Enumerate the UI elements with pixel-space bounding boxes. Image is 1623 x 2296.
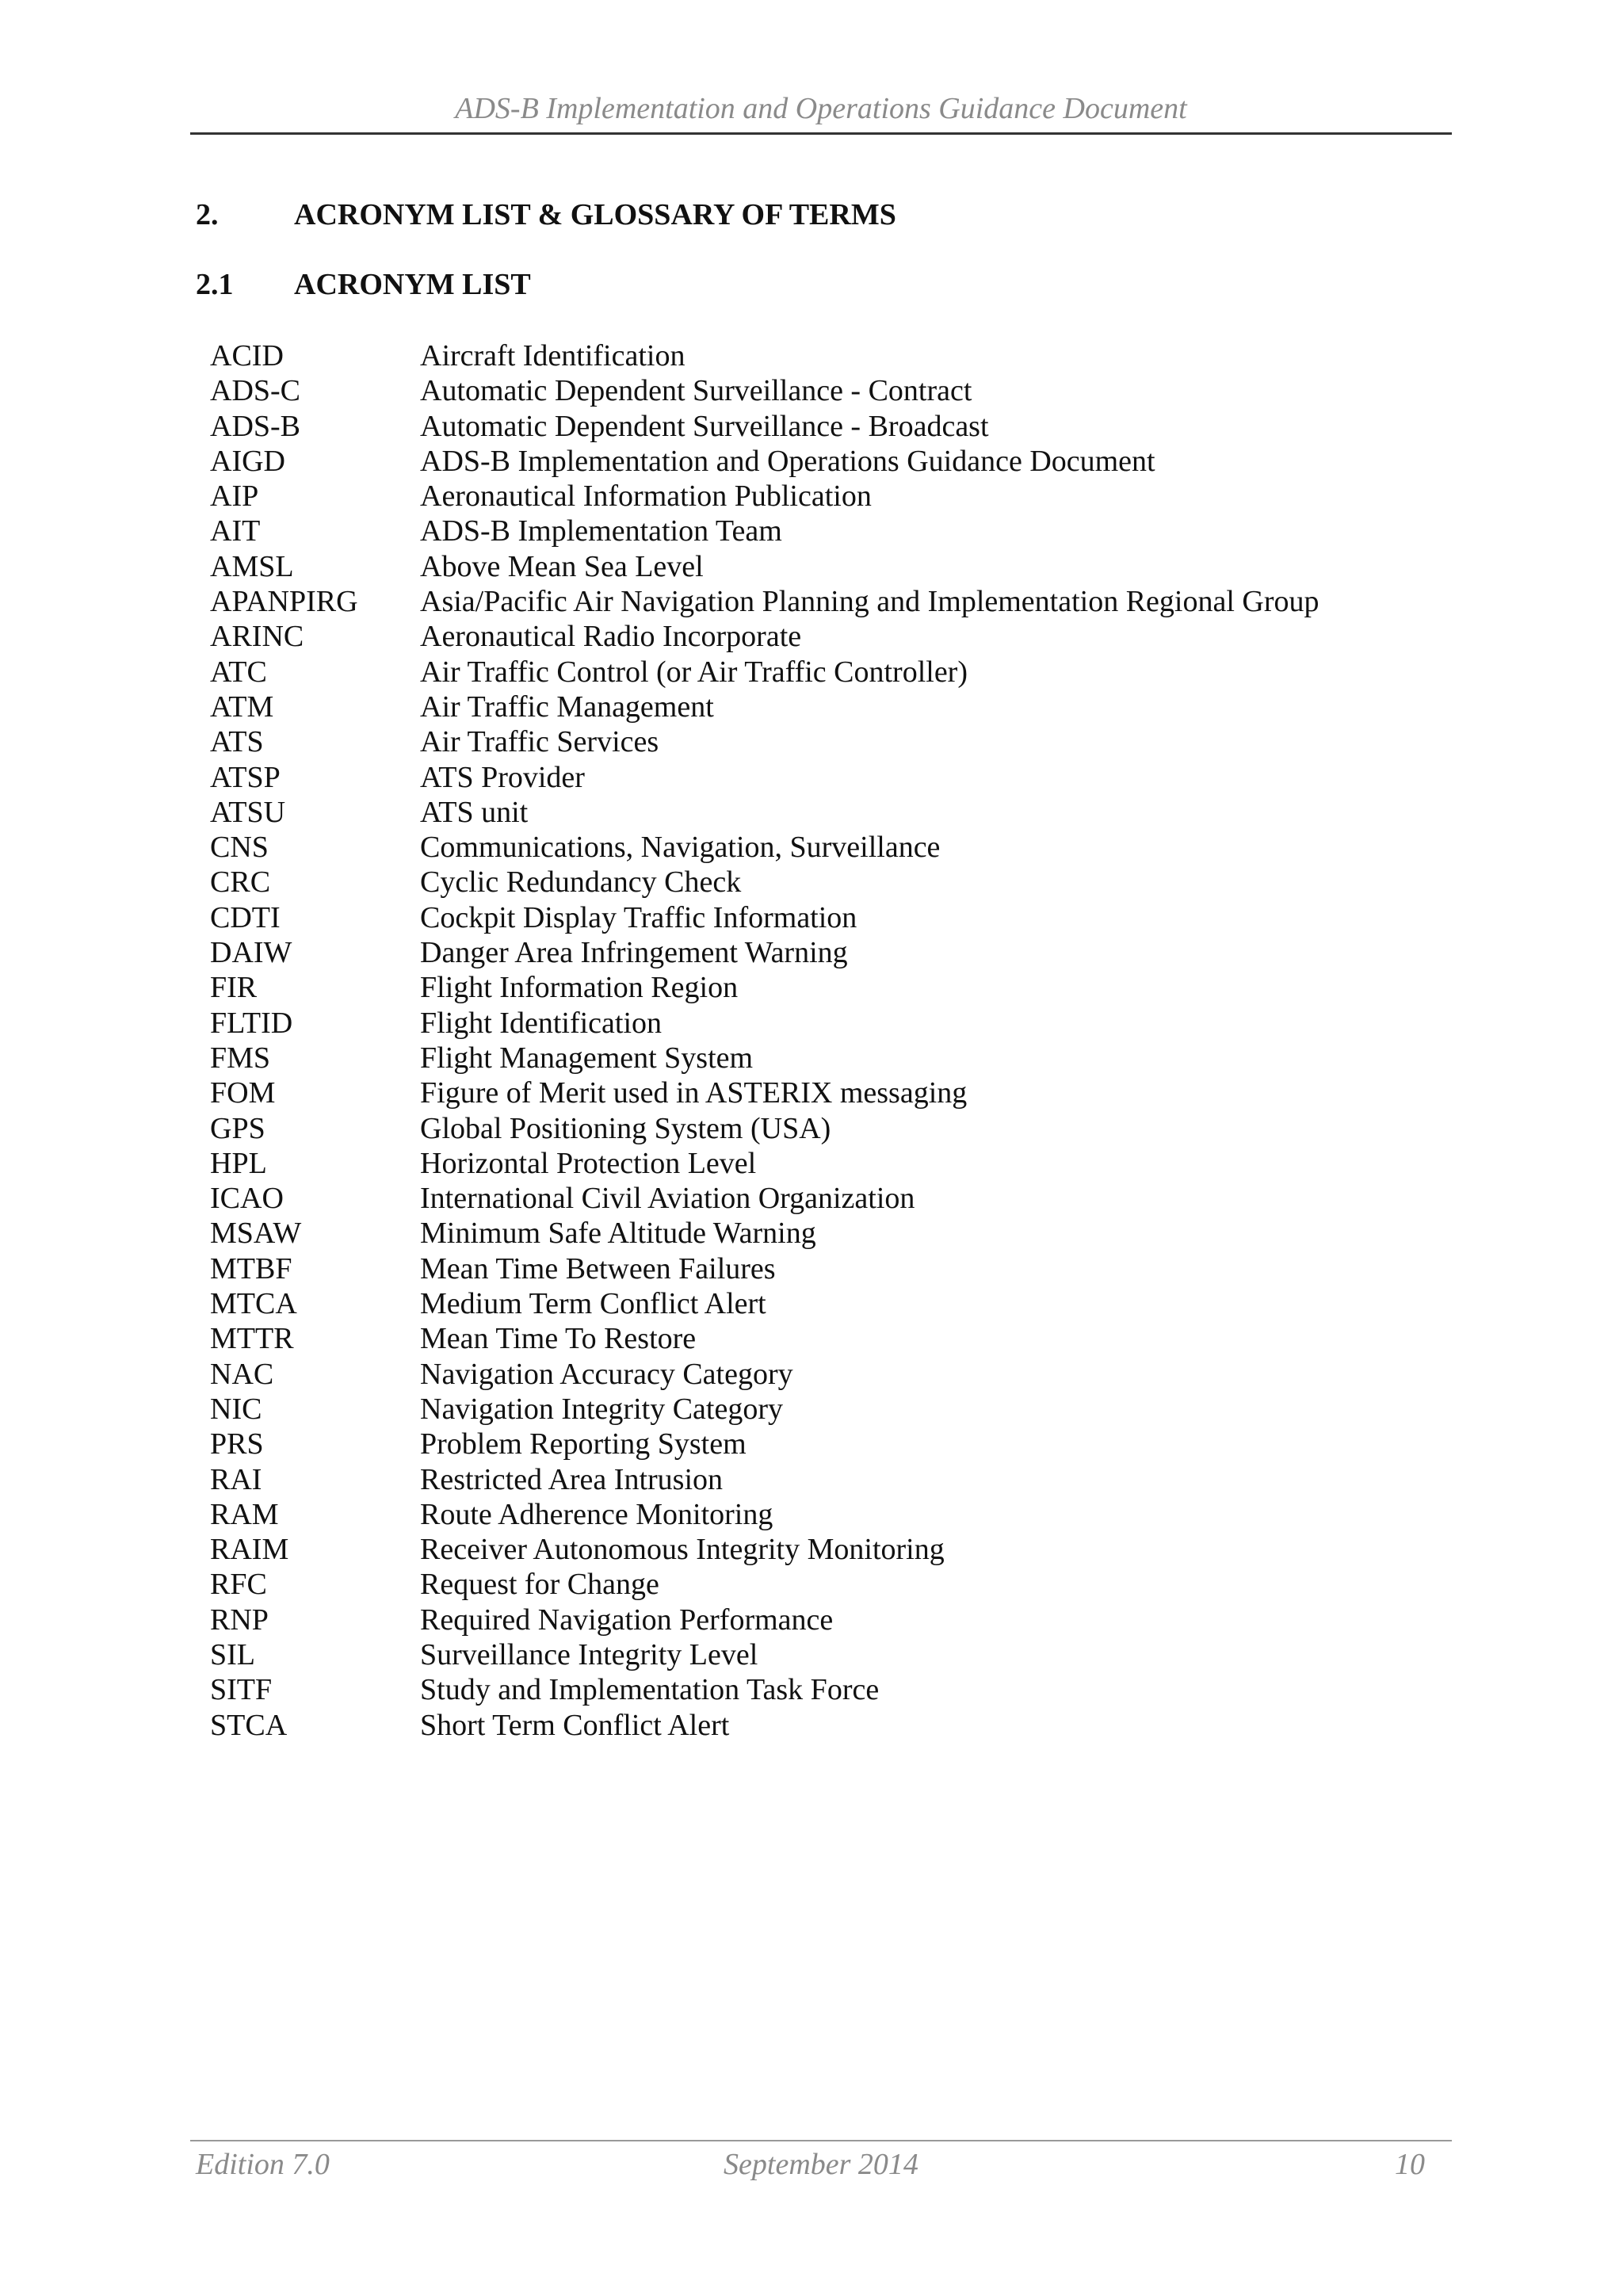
acronym-row [210,760,1319,795]
acronym-row [210,970,1319,1005]
footer-page-number: 10 [1395,2148,1425,2181]
acronym-term: CRC [210,865,271,900]
acronym-row [210,479,1319,514]
acronym-definition: Above Mean Sea Level [420,549,704,583]
acronym-term: PRS [210,1427,264,1461]
document-header-title: ADS-B Implementation and Operations Guidance Document [455,92,1187,125]
acronym-term: DAIW [210,936,292,970]
acronym-term: ACID [210,339,284,372]
acronym-definition: Aeronautical Information Publication [420,479,872,514]
section-title: ACRONYM LIST & GLOSSARY OF TERMS [294,198,896,231]
acronym-row [210,1251,1319,1286]
acronym-row [210,1111,1319,1146]
acronym-term: RAM [210,1497,279,1531]
acronym-row [210,1637,1319,1672]
acronym-definition: Flight Management System [420,1041,754,1075]
acronym-row [210,444,1319,479]
acronym-row [210,1427,1319,1461]
acronym-term: STCA [210,1708,288,1742]
acronym-term: CNS [210,831,269,865]
acronym-definition: Study and Implementation Task Force [420,1673,880,1707]
acronym-row [210,409,1319,444]
acronym-definition: Automatic Dependent Surveillance - Contract [420,374,972,408]
acronym-term: RAIM [210,1533,289,1567]
acronym-definition: ADS-B Implementation and Operations Guidance Document [420,444,1155,478]
acronym-list [210,338,1319,1743]
acronym-term: FMS [210,1041,271,1075]
acronym-definition: Air Traffic Control (or Air Traffic Controller) [420,655,968,689]
acronym-definition: ATS Provider [420,760,585,794]
acronym-definition: Short Term Conflict Alert [420,1708,730,1742]
acronym-row [210,1357,1319,1392]
acronym-definition: Air Traffic Services [420,725,659,759]
acronym-term: FOM [210,1076,276,1110]
acronym-row [210,1462,1319,1497]
acronym-row [210,514,1319,548]
acronym-definition: Flight Identification [420,1006,663,1040]
acronym-definition: Air Traffic Management [420,690,714,724]
acronym-definition: Cockpit Display Traffic Information [420,900,857,934]
acronym-row [210,619,1319,654]
acronym-definition: Problem Reporting System [420,1427,747,1461]
acronym-definition: Minimum Safe Altitude Warning [420,1217,816,1251]
acronym-row [210,1181,1319,1216]
acronym-term: ADS-C [210,374,301,408]
acronym-term: RFC [210,1568,267,1602]
acronym-definition: Navigation Integrity Category [420,1392,783,1426]
acronym-term: ATSU [210,795,286,829]
acronym-term: SITF [210,1673,273,1707]
acronym-row [210,1672,1319,1707]
acronym-definition: ATS unit [420,795,529,829]
acronym-row [210,1041,1319,1075]
acronym-row [210,690,1319,724]
acronym-term: FLTID [210,1006,293,1040]
acronym-row [210,1006,1319,1041]
acronym-definition: Cyclic Redundancy Check [420,865,742,900]
acronym-term: ADS-B [210,409,301,443]
acronym-term: RAI [210,1462,262,1496]
footer-date: September 2014 [724,2148,918,2181]
acronym-definition: Navigation Accuracy Category [420,1357,793,1391]
acronym-term: ARINC [210,620,304,654]
section-heading [196,200,896,230]
acronym-term: ATSP [210,760,281,794]
acronym-term: ICAO [210,1182,284,1216]
acronym-term: AMSL [210,549,294,583]
acronym-definition: Flight Information Region [420,971,739,1005]
acronym-definition: Mean Time Between Failures [420,1251,776,1286]
acronym-term: ATM [210,690,274,724]
acronym-definition: International Civil Aviation Organization [420,1182,915,1216]
acronym-term: APANPIRG [210,585,358,619]
acronym-definition: Medium Term Conflict Alert [420,1287,766,1321]
acronym-term: FIR [210,971,258,1005]
acronym-term: SIL [210,1637,255,1671]
acronym-term: AIGD [210,444,285,478]
acronym-term: RNP [210,1603,269,1637]
footer-edition: Edition 7.0 [196,2148,330,2181]
acronym-definition: Figure of Merit used in ASTERIX messaging [420,1076,968,1110]
header-divider [190,132,1452,135]
acronym-row [210,1497,1319,1532]
acronym-term: ATS [210,725,264,759]
acronym-row [210,584,1319,619]
acronym-row [210,338,1319,373]
acronym-definition: Required Navigation Performance [420,1603,834,1637]
acronym-definition: Receiver Autonomous Integrity Monitoring [420,1533,945,1567]
acronym-term: ATC [210,655,267,689]
subsection-number: 2.1 [196,268,234,301]
acronym-row [210,724,1319,759]
acronym-definition: Mean Time To Restore [420,1322,697,1356]
acronym-term: NIC [210,1392,262,1426]
acronym-row [210,549,1319,584]
footer-divider [190,2140,1452,2141]
acronym-row [210,1708,1319,1743]
acronym-term: MTBF [210,1251,292,1286]
acronym-row [210,655,1319,690]
acronym-row [210,1532,1319,1567]
acronym-row [210,935,1319,970]
acronym-definition: Danger Area Infringement Warning [420,936,848,970]
acronym-term: CDTI [210,900,281,934]
acronym-definition: Restricted Area Intrusion [420,1462,724,1496]
acronym-row [210,373,1319,408]
acronym-row [210,1392,1319,1427]
section-number: 2. [196,198,219,231]
acronym-term: NAC [210,1357,274,1391]
subsection-heading [196,269,531,300]
acronym-definition: Asia/Pacific Air Navigation Planning and Implementation Regional Group [420,585,1319,619]
acronym-row [210,1216,1319,1251]
acronym-row [210,865,1319,900]
acronym-row [210,1286,1319,1321]
acronym-row [210,1146,1319,1181]
acronym-term: GPS [210,1111,265,1145]
acronym-term: AIT [210,514,261,548]
acronym-row [210,1567,1319,1602]
acronym-term: MTTR [210,1322,294,1356]
acronym-definition: Global Positioning System (USA) [420,1111,831,1145]
acronym-definition: ADS-B Implementation Team [420,514,782,548]
acronym-term: MSAW [210,1217,302,1251]
acronym-definition: Surveillance Integrity Level [420,1637,758,1671]
acronym-row [210,795,1319,830]
acronym-definition: Aircraft Identification [420,339,685,372]
acronym-term: HPL [210,1146,267,1180]
acronym-term: AIP [210,479,259,514]
acronym-row [210,1321,1319,1356]
acronym-row [210,900,1319,935]
acronym-definition: Route Adherence Monitoring [420,1497,773,1531]
acronym-definition: Communications, Navigation, Surveillance [420,831,941,865]
acronym-definition: Request for Change [420,1568,659,1602]
acronym-row [210,830,1319,865]
acronym-definition: Aeronautical Radio Incorporate [420,620,802,654]
acronym-term: MTCA [210,1287,297,1321]
acronym-row [210,1075,1319,1110]
acronym-definition: Horizontal Protection Level [420,1146,757,1180]
subsection-title: ACRONYM LIST [294,268,531,301]
acronym-definition: Automatic Dependent Surveillance - Broadcast [420,409,989,443]
acronym-row [210,1603,1319,1637]
